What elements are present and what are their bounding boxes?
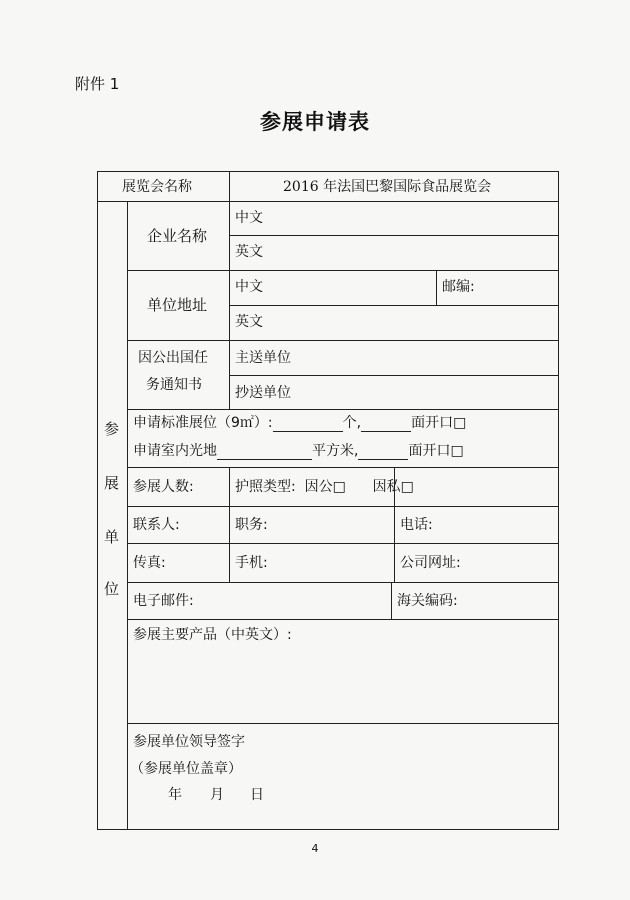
row-divider: [127, 270, 558, 271]
main-unit-label: 主送单位: [235, 350, 291, 366]
booth-count-blank[interactable]: [273, 417, 343, 432]
space-open-box[interactable]: □: [450, 443, 464, 459]
row-divider: [127, 723, 558, 724]
row-divider: [127, 467, 558, 468]
space-apply-prefix: 申请室内光地: [133, 443, 217, 459]
passport-type-row: [235, 478, 414, 496]
customs-code-label: 海关编码:: [397, 593, 458, 609]
mobile-label: 手机:: [235, 555, 268, 571]
passport-private-label: 因私: [372, 479, 401, 495]
attendees-label: 参展人数:: [133, 479, 194, 495]
passport-official-label: 因公: [304, 479, 333, 495]
row-divider: [127, 506, 558, 507]
row-divider: [127, 409, 558, 410]
col-divider: [127, 201, 128, 829]
passport-official-box[interactable]: □: [332, 479, 346, 495]
exhibition-name-label: 展览会名称: [122, 179, 192, 195]
notice-label-line1: 因公出国任: [138, 350, 208, 366]
phone-label: 电话:: [400, 517, 433, 533]
row-divider: [127, 619, 558, 620]
row-divider: [98, 201, 558, 202]
email-label: 电子邮件:: [133, 593, 194, 609]
company-name-cn-label: 中文: [235, 210, 263, 226]
open-side-label: 面开口: [411, 415, 454, 431]
space-area-blank[interactable]: [217, 445, 312, 460]
space-open-blank[interactable]: [358, 445, 408, 460]
booth-apply-prefix: 申请标准展位（9㎡）:: [133, 415, 273, 431]
address-en-label: 英文: [235, 314, 263, 330]
row-divider: [127, 543, 558, 544]
website-label: 公司网址:: [400, 555, 461, 571]
col-divider: [436, 270, 437, 305]
booth-unit: 个,: [342, 415, 362, 431]
row-divider: [127, 582, 558, 583]
date-day: 日: [250, 787, 264, 803]
cc-unit-label: 抄送单位: [235, 385, 291, 401]
passport-type-label: 护照类型:: [235, 479, 296, 495]
side-label-char: 展: [104, 474, 120, 492]
col-divider: [229, 467, 230, 582]
booth-apply-row: [133, 414, 466, 432]
row-divider: [229, 375, 558, 376]
contact-label: 联系人:: [133, 517, 180, 533]
space-unit: 平方米,: [312, 443, 359, 459]
fax-label: 传真:: [133, 555, 166, 571]
application-form-table: [97, 171, 559, 830]
form-title: 参展申请表: [260, 110, 370, 134]
booth-open-blank[interactable]: [361, 417, 411, 432]
address-cn-label: 中文: [235, 279, 263, 295]
space-apply-row: [133, 442, 464, 460]
products-label: 参展主要产品（中英文）:: [133, 627, 292, 643]
company-name-en-label: 英文: [235, 244, 263, 260]
col-divider: [229, 172, 230, 409]
postcode-label: 邮编:: [442, 279, 475, 295]
seal-label: （参展单位盖章）: [130, 761, 242, 777]
row-divider: [127, 340, 558, 341]
attachment-label: 附件 1: [75, 75, 120, 93]
date-year: 年: [168, 787, 182, 803]
side-label-char: 参: [104, 420, 120, 438]
position-label: 职务:: [235, 517, 268, 533]
row-divider: [229, 305, 558, 306]
signature-label: 参展单位领导签字: [133, 734, 245, 750]
row-divider: [229, 235, 558, 236]
date-month: 月: [210, 787, 224, 803]
open-side-box[interactable]: □: [453, 415, 467, 431]
address-label: 单位地址: [147, 296, 208, 314]
exhibition-name-value: 2016 年法国巴黎国际食品展览会: [283, 179, 492, 195]
passport-private-box[interactable]: □: [400, 479, 414, 495]
col-divider: [391, 582, 392, 619]
company-name-label: 企业名称: [147, 227, 208, 245]
side-label-char: 单: [104, 528, 120, 546]
side-label-char: 位: [104, 580, 120, 598]
space-open-label: 面开口: [408, 443, 451, 459]
notice-label-line2: 务通知书: [146, 377, 202, 393]
page-number: 4: [311, 842, 319, 855]
